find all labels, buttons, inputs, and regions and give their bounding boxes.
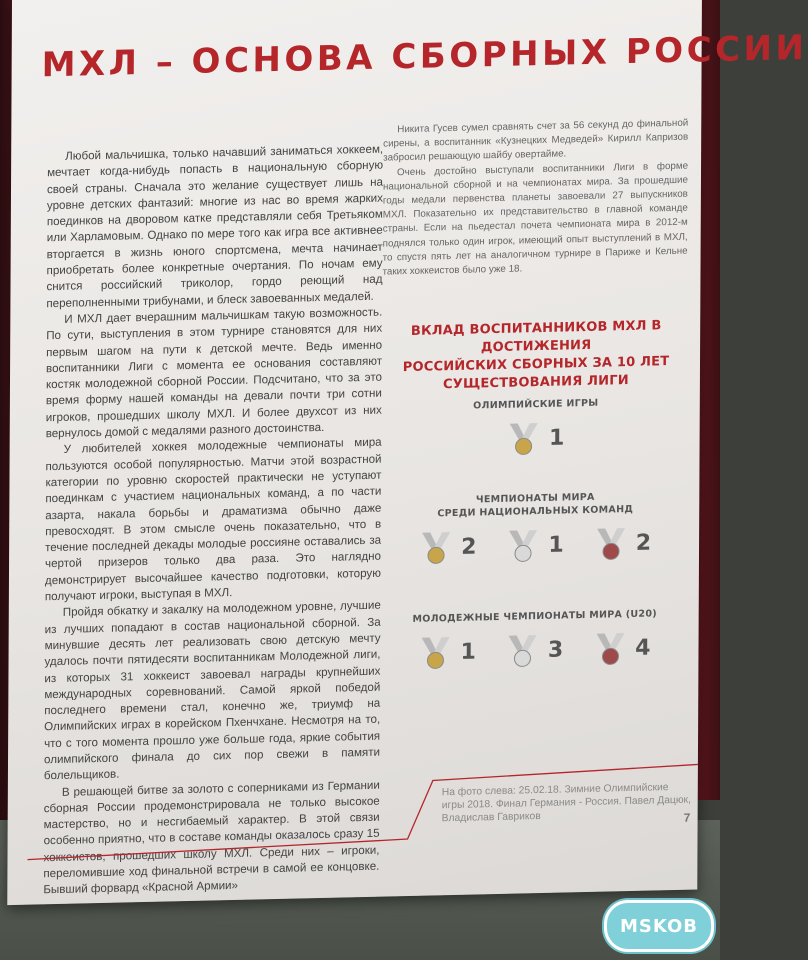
medal-category-title-line: МОЛОДЕЖНЫЕ ЧЕМПИОНАТЫ МИРА (U20): [412, 608, 657, 625]
caption-divider-line: [7, 0, 702, 905]
medal-category-title-line: СРЕДИ НАЦИОНАЛЬНЫХ КОМАНД: [437, 503, 634, 520]
medal-count: 2: [461, 533, 477, 560]
paragraph: У любителей хоккея молодежные чемпионаты мира пользуются особой популярностью. Матчи этой возрастной категории по уровню скоростей практически не уступают поединкам с участием национальных команд, а по части азарта, накала борьбы и драматизма обычно даже превосходят. В этом смысле очень показательно, что в течение последней декады молодые россияне оставались за чертой призеров только два раза. Это наглядно демонстрирует высочайшее качество подготовки, которую получают игроки, выступая в МХЛ.: [44, 435, 382, 604]
watermark-text: MSKOB: [619, 915, 699, 937]
infobox-title-line: ВКЛАД ВОСПИТАННИКОВ МХЛ В ДОСТИЖЕНИЯ: [410, 318, 662, 356]
photo-caption: На фото слева: 25.02.18. Зимние Олимпийские игры 2018. Финал Германия - Россия. Павел Дацюк, Владислав Гавриков: [441, 782, 691, 825]
medal-count: 1: [460, 638, 476, 665]
medal-count: 1: [548, 424, 565, 451]
medal-count: 1: [548, 531, 564, 558]
paragraph: И МХЛ дает вчерашним мальчишкам такую возможность. По сути, выступления в этом турнире становятся для них первым шагом на пути к детской мечте. Ведь именно воспитанники Лиги с момента ее основания составляют костяк молодежной сборной России. Подсчитано, что за это время форму нашей команды на девали почти три сотни игроков, прошедших школу МХЛ. И более двухсот из них вернулось домой с медалями разного достоинства.: [45, 305, 383, 441]
paragraph: Пройдя обкатку и закалку на молодежном уровне, лучшие из лучших попадают в состав национальной сборной. За минувшие десять лет реализовать свою детскую мечту удалось почти пятидесяти воспитанникам Молодежной лиги, из которых 31 хоккеист завоевал награды крупнейших международных соревнований. Самой яркой победой последнего времени стал, конечно же, триумф на Олимпийских играх в корейском Пхенчхане. Несмотря на то, что с того момента прошло уже больше года, яркие события олимпийского финала до сих пор свежи в памяти болельщиков.: [43, 598, 381, 783]
watermark-logo: [604, 900, 714, 952]
paragraph: Никита Гусев сумел сравнять счет за 56 секунд до финальной сирены, а воспитанник «Кузнецких Медведей» Кирилл Капризов забросил решающую шайбу овертайме.: [383, 117, 689, 164]
medal-count: 4: [635, 635, 651, 661]
infobox-title-line: СУЩЕСТВОВАНИЯ ЛИГИ: [442, 373, 629, 393]
medal-category-title-line: ОЛИМПИЙСКИЕ ИГРЫ: [473, 397, 599, 412]
paragraph: В решающей битве за золото с соперниками из Германии сборная России продемонстрировала не только высокое мастерство, но и несгибаемый характер. В этой связи особенно приятно, что в составе команды оказалось сразу 15 хоккеистов, прошедших школу МХЛ. Среди них – игроки, переломившие ход финальной встречи в самой ее концовке. Бывший форвард «Красной Армии»: [43, 778, 380, 897]
medal-count: 3: [547, 636, 564, 663]
medal-category-title-line: ЧЕМПИОНАТЫ МИРА: [475, 491, 595, 506]
page-title: МХЛ – ОСНОВА СБОРНЫХ РОССИИ: [41, 27, 808, 86]
magazine-page: [7, 0, 808, 905]
page-number: 7: [683, 810, 691, 825]
paragraph: Очень достойно выступали воспитанники Лиги в форме национальной сборной и на чемпионатах мира. За прошедшие годы медали первенства планеты завоевали 27 выпускников МХЛ. Показательно их представительство в главной команде страны. Если на пьедестал почета чемпионата мира в 2012-м поднялся только один игрок, имеющий опыт выступлений в МХЛ, то спустя пять лет на аналогичном турнире в Париже и Кельне таких хоккеистов было уже 18.: [382, 160, 689, 278]
medal-count: 2: [635, 530, 652, 556]
infobox-title-line: РОССИЙСКИХ СБОРНЫХ ЗА 10 ЛЕТ: [402, 354, 670, 376]
paragraph: Любой мальчишка, только начавший заниматься хоккеем, мечтает когда-нибудь попасть в национальную сборную своей страны. Сначала это желание существует лишь на уровне детских фантазий: многие из нас во время жарких поединков на дворовом катке представляли себя Третьяком или Харламовым. Однако по мере того как игра все активнее вторгается в жизнь юного спортсмена, мечта начинает приобретать более конкретные очертания. По ночам ему снится российский триколор, гордо реющий над переполненными трибунами, и блеск завоеванных медалей.: [46, 142, 384, 310]
